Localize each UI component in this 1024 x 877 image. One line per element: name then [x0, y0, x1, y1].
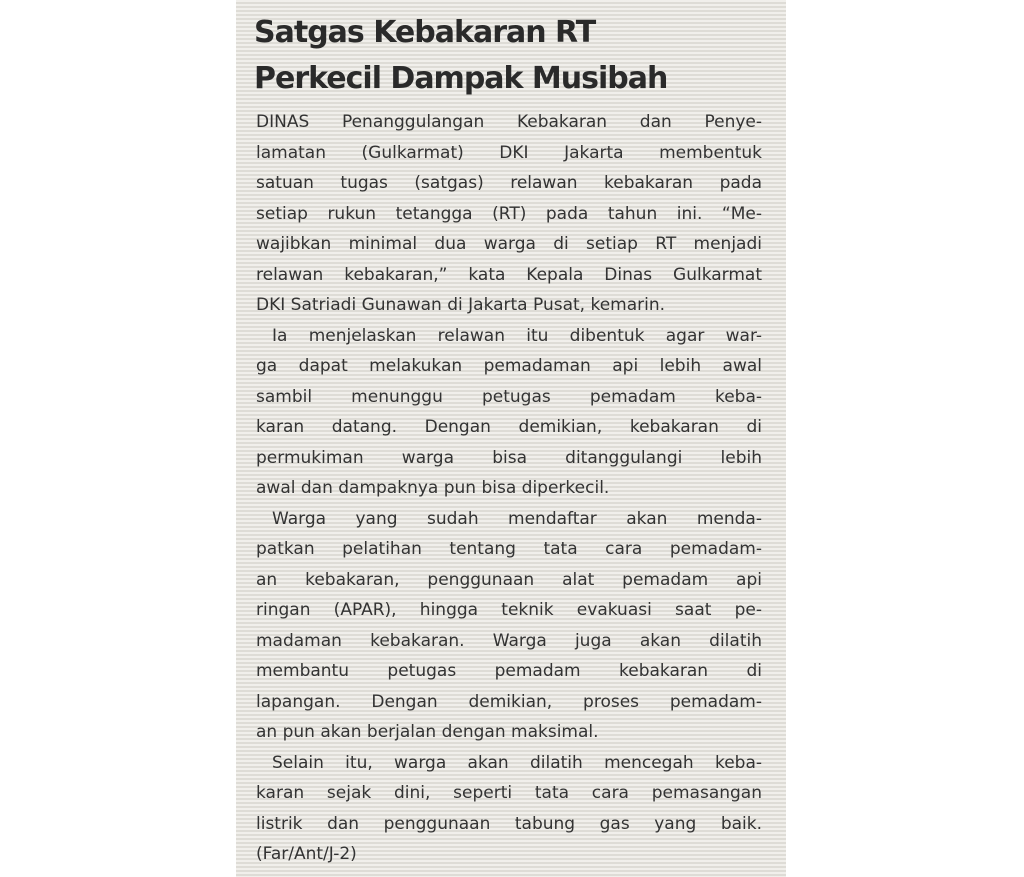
- paragraph-4: [256, 748, 762, 870]
- text-line: awal dan dampaknya pun bisa diperkecil.: [256, 478, 610, 498]
- text-line: Ia menjelaskan relawan itu dibentuk agar war-: [272, 325, 762, 346]
- text-line: sambil menunggu petugas pemadam keba-: [256, 386, 762, 407]
- text-line: Selain itu, warga akan dilatih mencegah keba-: [272, 752, 762, 773]
- text-line: membantu petugas pemadam kebakaran di: [256, 661, 762, 681]
- headline: [254, 10, 774, 102]
- text-line: Warga yang sudah mendaftar akan menda-: [272, 508, 762, 529]
- text-line: lapangan. Dengan demikian, proses pemadam-: [256, 691, 762, 712]
- text-line: DINAS Penanggulangan Kebakaran dan Penye-: [256, 112, 762, 132]
- text-line: satuan tugas (satgas) relawan kebakaran pada: [256, 173, 762, 193]
- text-line: wajibkan minimal dua warga di setiap RT menjadi: [256, 234, 762, 254]
- newspaper-clipping: [236, 0, 786, 877]
- text-line: lamatan (Gulkarmat) DKI Jakarta membentuk: [256, 142, 762, 163]
- paragraph-1: [256, 107, 762, 321]
- text-line: karan sejak dini, seperti tata cara pemasangan: [256, 783, 762, 803]
- headline-line-2: Perkecil Dampak Musibah: [254, 61, 668, 96]
- text-line: listrik dan penggunaan tabung gas yang baik.: [256, 813, 762, 834]
- text-line: DKI Satriadi Gunawan di Jakarta Pusat, kemarin.: [256, 295, 666, 315]
- text-line: an pun akan berjalan dengan maksimal.: [256, 722, 599, 742]
- text-line: relawan kebakaran,” kata Kepala Dinas Gulkarmat: [256, 264, 762, 285]
- paragraph-2: [256, 321, 762, 504]
- headline-line-1: Satgas Kebakaran RT: [254, 15, 596, 50]
- text-line: ga dapat melakukan pemadaman api lebih awal: [256, 356, 762, 376]
- text-line: karan datang. Dengan demikian, kebakaran di: [256, 417, 762, 437]
- byline: (Far/Ant/J-2): [256, 844, 357, 864]
- text-line: ringan (APAR), hingga teknik evakuasi saat pe-: [256, 600, 762, 620]
- text-line: patkan pelatihan tentang tata cara pemadam-: [256, 539, 762, 559]
- paragraph-3: [256, 504, 762, 748]
- text-line: an kebakaran, penggunaan alat pemadam api: [256, 569, 762, 590]
- text-line: madaman kebakaran. Warga juga akan dilatih: [256, 630, 762, 651]
- text-line: setiap rukun tetangga (RT) pada tahun ini. “Me-: [256, 203, 762, 224]
- article-body: [256, 107, 762, 870]
- text-line: permukiman warga bisa ditanggulangi lebih: [256, 447, 762, 468]
